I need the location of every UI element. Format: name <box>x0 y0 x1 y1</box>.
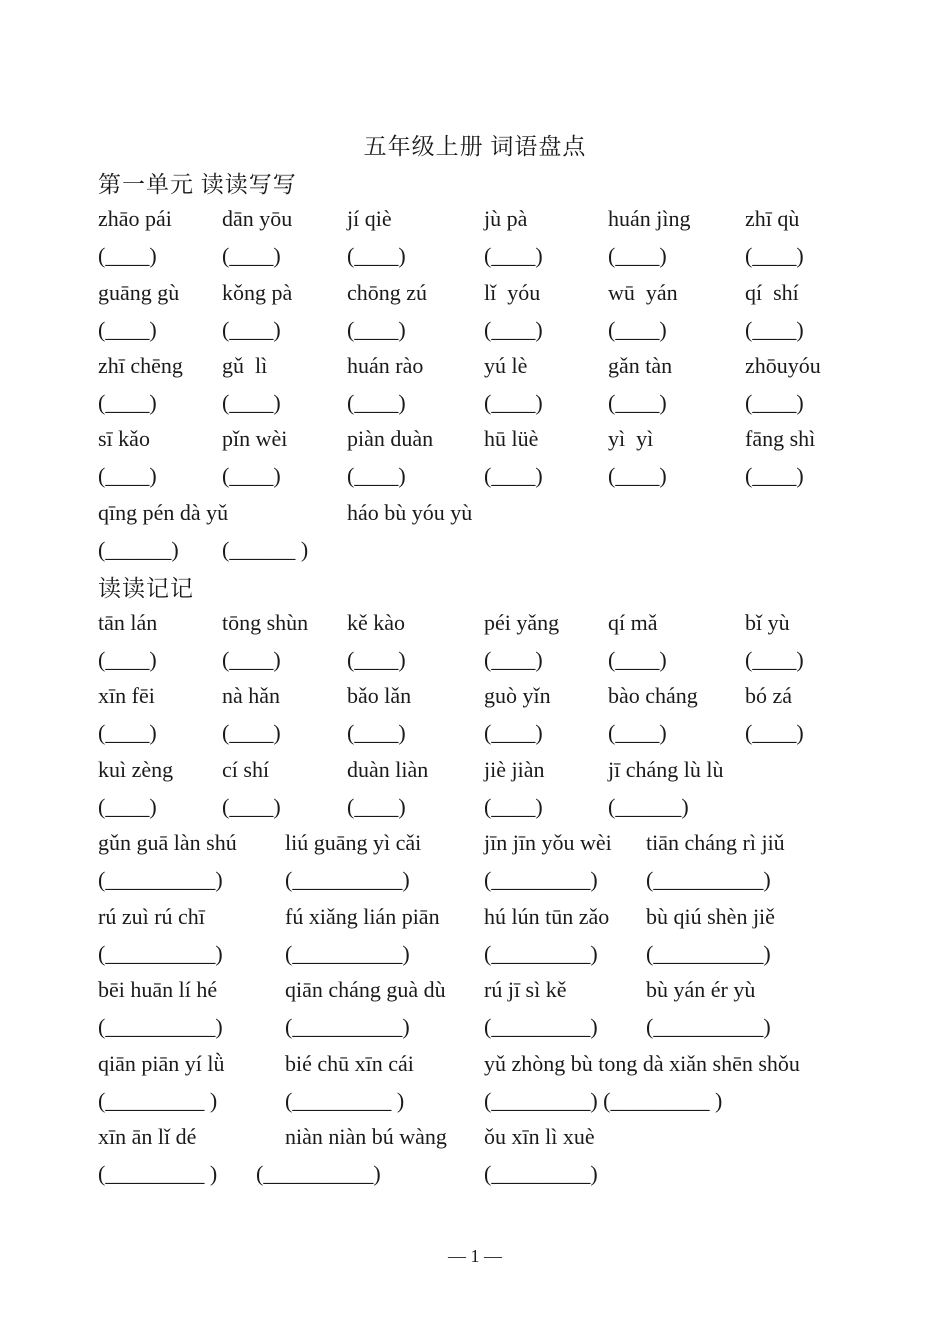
pinyin-row <box>0 1049 950 1079</box>
page-title: 五年级上册 词语盘点 <box>363 134 587 159</box>
pinyin-item: gǔ lì <box>222 353 268 378</box>
pinyin-item: qīng pén dà yǔ <box>98 500 229 525</box>
answer-blank[interactable]: (____) <box>222 647 281 672</box>
answer-blank[interactable]: (____) <box>222 243 281 268</box>
pinyin-item: hū lüè <box>484 426 539 451</box>
pinyin-item: huán jìng <box>608 206 691 231</box>
pinyin-item: liú guāng yì cǎi <box>285 830 422 855</box>
answer-blank[interactable]: (__________) <box>256 1161 381 1186</box>
answer-blank[interactable]: (__________) <box>98 1014 223 1039</box>
pinyin-item: chōng zú <box>347 280 428 305</box>
pinyin-item: yǔ zhòng bù tong dà xiǎn shēn shǒu <box>484 1051 800 1076</box>
pinyin-row <box>0 755 950 785</box>
answer-blank[interactable]: (____) <box>98 720 157 745</box>
answer-blank[interactable]: (______ ) <box>222 537 309 562</box>
answer-blank-row <box>0 718 950 748</box>
answer-blank[interactable]: (____) <box>484 647 543 672</box>
pinyin-item: bǐ yù <box>745 610 790 635</box>
answer-blank[interactable]: (____) <box>222 794 281 819</box>
answer-blank[interactable]: (____) <box>484 390 543 415</box>
pinyin-item: jī cháng lù lù <box>608 757 724 782</box>
pinyin-item: zhī chēng <box>98 353 183 378</box>
pinyin-item: tān lán <box>98 610 158 635</box>
pinyin-item: tōng shùn <box>222 610 309 635</box>
pinyin-item: yì yì <box>608 426 654 451</box>
answer-blank[interactable]: (______) <box>608 794 689 819</box>
answer-blank[interactable]: (____) <box>347 243 406 268</box>
answer-blank[interactable]: (____) <box>608 317 667 342</box>
answer-blank[interactable]: (_________) <box>484 867 598 892</box>
pinyin-row <box>0 1122 950 1152</box>
pinyin-item: guò yǐn <box>484 683 551 708</box>
answer-blank[interactable]: (_________) <box>484 1161 598 1186</box>
answer-blank[interactable]: (____) <box>98 390 157 415</box>
pinyin-item: péi yǎng <box>484 610 560 635</box>
answer-blank[interactable]: (_________ ) <box>285 1088 405 1113</box>
answer-blank[interactable]: (____) <box>98 794 157 819</box>
pinyin-item: fāng shì <box>745 426 816 451</box>
answer-blank[interactable]: (_________ ) <box>98 1088 218 1113</box>
answer-blank[interactable]: (____) <box>745 390 804 415</box>
pinyin-item: niàn niàn bú wàng <box>285 1124 447 1149</box>
pinyin-item: piàn duàn <box>347 426 434 451</box>
pinyin-item: zhāo pái <box>98 206 172 231</box>
pinyin-item: sī kǎo <box>98 426 150 451</box>
pinyin-item: bù yán ér yù <box>646 977 756 1002</box>
pinyin-item: xīn fēi <box>98 683 155 708</box>
answer-blank[interactable]: (____) <box>98 647 157 672</box>
answer-blank-row <box>0 1159 950 1189</box>
pinyin-item: gǎn tàn <box>608 353 673 378</box>
answer-blank[interactable]: (__________) <box>98 941 223 966</box>
answer-blank-row <box>0 865 950 895</box>
pinyin-row <box>0 828 950 858</box>
answer-blank[interactable]: (____) <box>98 463 157 488</box>
answer-blank[interactable]: (__________) <box>285 1014 410 1039</box>
answer-blank[interactable]: (__________) <box>646 1014 771 1039</box>
pinyin-item: jiè jiàn <box>484 757 545 782</box>
answer-blank[interactable]: (____) <box>608 647 667 672</box>
answer-blank[interactable]: (____) <box>98 317 157 342</box>
pinyin-row <box>0 608 950 638</box>
pinyin-item: bó zá <box>745 683 793 708</box>
pinyin-item: qí shí <box>745 280 799 305</box>
answer-blank[interactable]: (__________) <box>98 867 223 892</box>
answer-blank[interactable]: (__________) <box>285 867 410 892</box>
pinyin-item: qiān piān yí lǜ <box>98 1051 225 1076</box>
pinyin-item: rú jī sì kě <box>484 977 567 1002</box>
answer-blank-row <box>0 461 950 491</box>
answer-blank[interactable]: (____) <box>98 243 157 268</box>
answer-blank[interactable]: (____) <box>347 720 406 745</box>
answer-blank[interactable]: (__________) <box>646 867 771 892</box>
answer-blank[interactable]: (_________) <box>484 1014 598 1039</box>
answer-blank[interactable]: (____) <box>745 720 804 745</box>
pinyin-item: kuì zèng <box>98 757 174 782</box>
pinyin-item: xīn ān lǐ dé <box>98 1124 197 1149</box>
pinyin-item: kǒng pà <box>222 280 293 305</box>
pinyin-item: fú xiǎng lián piān <box>285 904 440 929</box>
pinyin-item: bēi huān lí hé <box>98 977 218 1002</box>
answer-blank[interactable]: (_________) <box>484 941 598 966</box>
pinyin-row <box>0 975 950 1005</box>
answer-blank[interactable]: (______) <box>98 537 179 562</box>
answer-blank[interactable]: (____) <box>347 794 406 819</box>
section-heading-read-remember: 读读记记 <box>98 576 194 601</box>
pinyin-item: bǎo lǎn <box>347 683 412 708</box>
answer-blank-row <box>0 1012 950 1042</box>
pinyin-row <box>0 278 950 308</box>
answer-blank[interactable]: (____) <box>484 243 543 268</box>
answer-blank[interactable]: (____) <box>222 390 281 415</box>
answer-blank-row <box>0 241 950 271</box>
answer-blank[interactable]: (____) <box>484 463 543 488</box>
answer-blank[interactable]: (____) <box>745 647 804 672</box>
answer-blank[interactable]: (_________) (_________ ) <box>484 1088 723 1113</box>
pinyin-item: duàn liàn <box>347 757 429 782</box>
pinyin-item: bào cháng <box>608 683 698 708</box>
answer-blank[interactable]: (____) <box>222 463 281 488</box>
answer-blank[interactable]: (____) <box>608 720 667 745</box>
answer-blank-row <box>0 315 950 345</box>
section-heading-unit-1: 第一单元 读读写写 <box>98 172 297 197</box>
pinyin-item: nà hǎn <box>222 683 281 708</box>
pinyin-row <box>0 204 950 234</box>
pinyin-item: wū yán <box>608 280 678 305</box>
answer-blank[interactable]: (____) <box>347 390 406 415</box>
pinyin-item: hú lún tūn zǎo <box>484 904 610 929</box>
answer-blank[interactable]: (____) <box>745 317 804 342</box>
answer-blank[interactable]: (____) <box>484 720 543 745</box>
pinyin-item: kě kào <box>347 610 406 635</box>
pinyin-item: yú lè <box>484 353 528 378</box>
answer-blank[interactable]: (____) <box>484 794 543 819</box>
pinyin-row <box>0 681 950 711</box>
pinyin-item: tiān cháng rì jiǔ <box>646 830 785 855</box>
pinyin-item: gǔn guā làn shú <box>98 830 237 855</box>
answer-blank-row <box>0 1086 950 1116</box>
pinyin-item: pǐn wèi <box>222 426 288 451</box>
pinyin-item: bié chū xīn cái <box>285 1051 414 1076</box>
answer-blank[interactable]: (__________) <box>646 941 771 966</box>
pinyin-item: jí qiè <box>347 206 392 231</box>
pinyin-item: qiān cháng guà dù <box>285 977 446 1002</box>
pinyin-item: guāng gù <box>98 280 180 305</box>
answer-blank[interactable]: (____) <box>608 243 667 268</box>
pinyin-item: huán rào <box>347 353 424 378</box>
pinyin-item: jù pà <box>484 206 528 231</box>
pinyin-item: háo bù yóu yù <box>347 500 473 525</box>
answer-blank[interactable]: (____) <box>608 390 667 415</box>
answer-blank[interactable]: (____) <box>608 463 667 488</box>
answer-blank[interactable]: (____) <box>347 317 406 342</box>
pinyin-row <box>0 351 950 381</box>
answer-blank[interactable]: (____) <box>222 720 281 745</box>
pinyin-item: dān yōu <box>222 206 293 231</box>
pinyin-item: jīn jīn yǒu wèi <box>484 830 612 855</box>
pinyin-item: zhōuyóu <box>745 353 821 378</box>
pinyin-item: cí shí <box>222 757 270 782</box>
answer-blank[interactable]: (____) <box>347 647 406 672</box>
pinyin-item: lǐ yóu <box>484 280 541 305</box>
answer-blank-row <box>0 535 950 565</box>
answer-blank-row <box>0 939 950 969</box>
pinyin-row <box>0 902 950 932</box>
pinyin-item: rú zuì rú chī <box>98 904 205 929</box>
pinyin-item: zhī qù <box>745 206 800 231</box>
answer-blank[interactable]: (_________ ) <box>98 1161 218 1186</box>
answer-blank[interactable]: (____) <box>222 317 281 342</box>
answer-blank[interactable]: (____) <box>745 243 804 268</box>
answer-blank[interactable]: (__________) <box>285 941 410 966</box>
pinyin-item: bù qiú shèn jiě <box>646 904 775 929</box>
answer-blank-row <box>0 388 950 418</box>
pinyin-item: ǒu xīn lì xuè <box>484 1124 595 1149</box>
answer-blank[interactable]: (____) <box>484 317 543 342</box>
pinyin-row <box>0 424 950 454</box>
answer-blank[interactable]: (____) <box>347 463 406 488</box>
answer-blank-row <box>0 792 950 822</box>
answer-blank[interactable]: (____) <box>745 463 804 488</box>
page-number: — 1 — <box>448 1246 502 1266</box>
pinyin-item: qí mǎ <box>608 610 658 635</box>
answer-blank-row <box>0 645 950 675</box>
pinyin-row <box>0 498 950 528</box>
